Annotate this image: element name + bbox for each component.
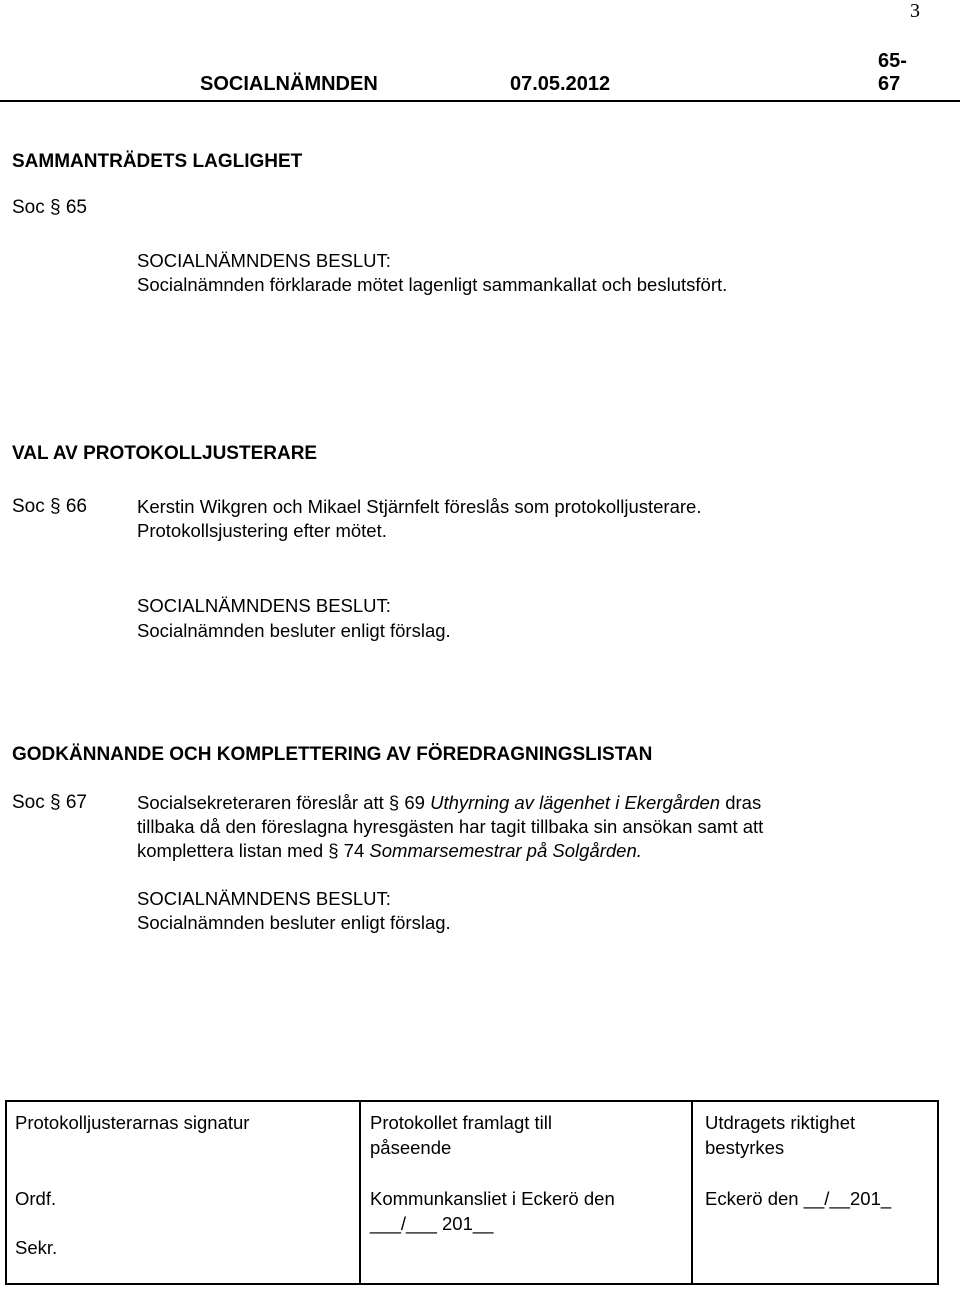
header-section-range-bottom: 67	[878, 73, 901, 95]
signature-box-bottom-border	[5, 1283, 939, 1285]
body-text: dras	[720, 792, 762, 813]
signature-sekr-label: Sekr.	[15, 1237, 58, 1258]
section-body-line	[137, 840, 642, 862]
decision-text: Socialnämnden besluter enligt förslag.	[137, 620, 451, 641]
decision-text: Socialnämnden besluter enligt förslag.	[137, 912, 451, 933]
section-ref: Soc § 65	[12, 197, 87, 218]
section-body-line: tillbaka då den föreslagna hyresgästen har tagit tillbaka sin ansökan samt att	[137, 816, 764, 837]
page-number: 3	[910, 0, 920, 22]
signature-col2-value: Kommunkansliet i Eckerö den ___/___ 201__	[370, 1188, 615, 1234]
section-title: GODKÄNNANDE OCH KOMPLETTERING AV FÖREDRAGNINGSLISTAN	[12, 744, 653, 765]
section-body-line	[137, 792, 761, 814]
section-body-line: Protokollsjustering efter mötet.	[137, 520, 387, 541]
section-title: VAL AV PROTOKOLLJUSTERARE	[12, 443, 318, 464]
section-ref: Soc § 66	[12, 496, 87, 517]
signature-col3-value: Eckerö den __/__201_	[705, 1188, 892, 1209]
header-org: SOCIALNÄMNDEN	[200, 73, 378, 95]
decision-label: SOCIALNÄMNDENS BESLUT:	[137, 595, 391, 616]
body-text: komplettera listan med § 74	[137, 840, 370, 861]
section-ref: Soc § 67	[12, 792, 87, 813]
signature-box-top-border	[5, 1100, 939, 1102]
decision-text: Socialnämnden förklarade mötet lagenligt sammankallat och beslutsfört.	[137, 274, 728, 295]
signature-box-left-border	[5, 1100, 7, 1285]
signature-ordf-label: Ordf.	[15, 1188, 57, 1209]
item-title-italic: Uthyrning av lägenhet i Ekergården	[430, 792, 721, 813]
header-section-range-top: 65-	[878, 50, 907, 72]
body-text: Socialsekreteraren föreslår att § 69	[137, 792, 431, 813]
decision-label: SOCIALNÄMNDENS BESLUT:	[137, 888, 391, 909]
signature-box-divider	[359, 1100, 361, 1285]
header-divider	[0, 100, 960, 102]
decision-label: SOCIALNÄMNDENS BESLUT:	[137, 250, 391, 271]
item-title-italic: Sommarsemestrar på Solgården.	[369, 840, 642, 861]
header-date: 07.05.2012	[510, 73, 611, 95]
signature-col3-header: Utdragets riktighet bestyrkes	[705, 1112, 856, 1158]
section-body-line: Kerstin Wikgren och Mikael Stjärnfelt föreslås som protokolljusterare.	[137, 496, 702, 517]
signature-col1-header: Protokolljusterarnas signatur	[15, 1112, 250, 1133]
signature-box-right-border	[937, 1100, 939, 1285]
section-title: SAMMANTRÄDETS LAGLIGHET	[12, 151, 303, 172]
signature-col2-header: Protokollet framlagt till påseende	[370, 1112, 552, 1158]
signature-box-divider	[691, 1100, 693, 1285]
